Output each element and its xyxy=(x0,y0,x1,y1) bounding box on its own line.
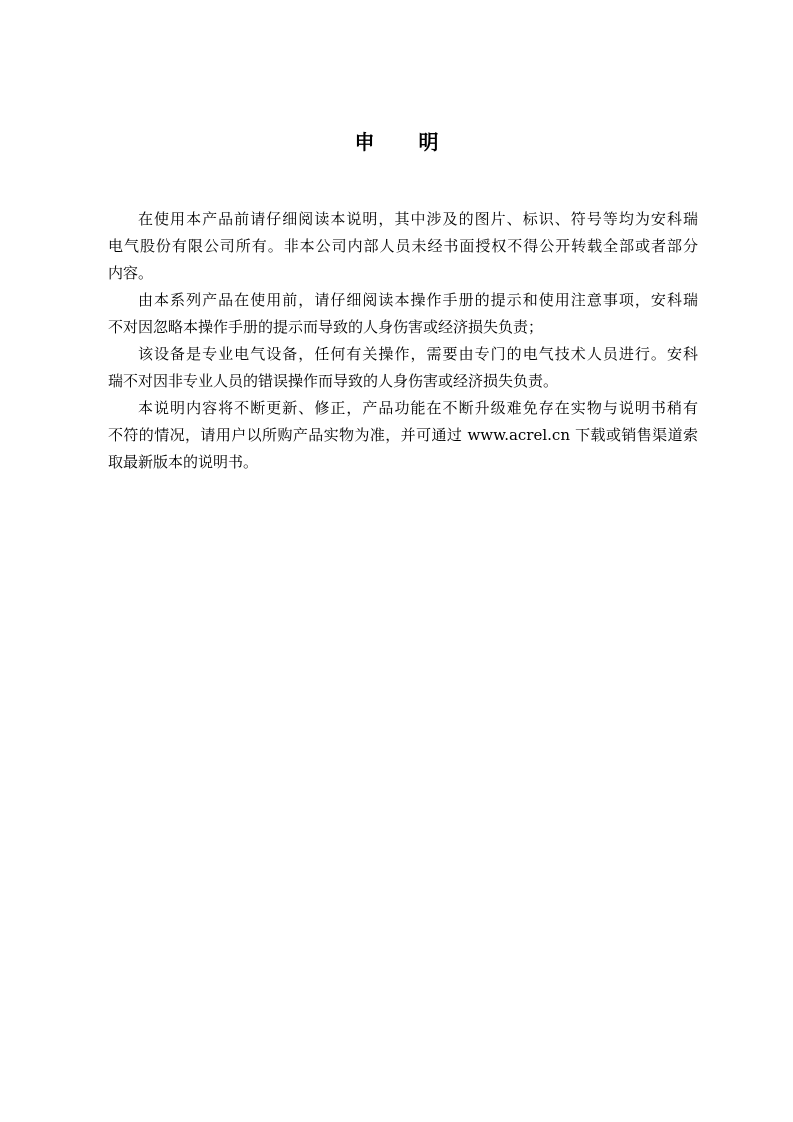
title-char-2: 明 xyxy=(418,130,439,154)
paragraph-line: 电气股份有限公司所有。非本公司内部人员未经书面授权不得公开转载全部或者部分 xyxy=(108,237,698,255)
paragraph-line: 该设备是专业电气设备，任何有关操作，需要由专门的电气技术人员进行。安科 xyxy=(138,345,698,363)
paragraph-copyright xyxy=(108,206,698,287)
paragraph-line: 由本系列产品在使用前，请仔细阅读本操作手册的提示和使用注意事项，安科瑞 xyxy=(138,291,698,309)
paragraph-line: 瑞不对因非专业人员的错误操作而导致的人身伤害或经济损失负责。 xyxy=(108,372,559,390)
title-char-1: 申 xyxy=(354,130,375,154)
paragraph-line: 内容。 xyxy=(108,264,154,282)
page-title xyxy=(0,128,793,156)
paragraph-line: 取最新版本的说明书。 xyxy=(108,453,259,471)
paragraph-line: 在使用本产品前请仔细阅读本说明，其中涉及的图片、标识、符号等均为安科瑞 xyxy=(138,210,698,228)
paragraph-professional-operation xyxy=(108,341,698,395)
paragraph-line: 本说明内容将不断更新、修正，产品功能在不断升级难免存在实物与说明书稍有 xyxy=(138,399,698,417)
paragraph-line: 不对因忽略本操作手册的提示而导致的人身伤害或经济损失负责； xyxy=(108,318,544,336)
statement-body xyxy=(108,206,698,476)
paragraph-updates xyxy=(108,395,698,476)
paragraph-manual-notice xyxy=(108,287,698,341)
paragraph-line: 不符的情况，请用户以所购产品实物为准，并可通过 www.acrel.cn 下载或销售渠道索 xyxy=(108,426,698,444)
